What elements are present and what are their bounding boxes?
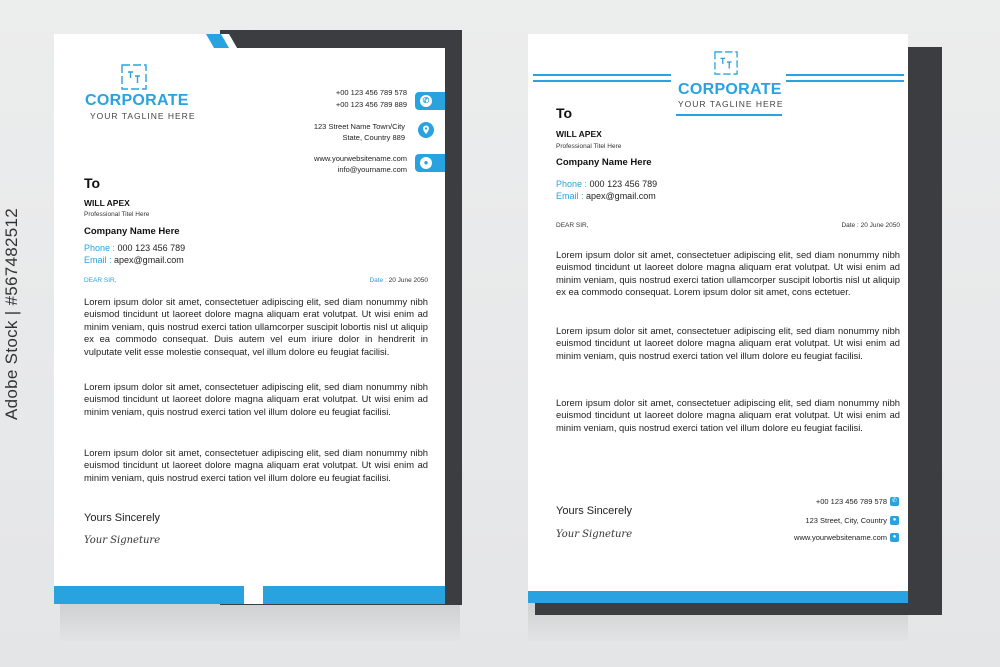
body-paragraph-2: Lorem ipsum dolor sit amet, consectetuer adipiscing elit, sed diam nonummy nibh euismod tincidunt ut laoreet dolore magna aliquam erat volutpat. Ut wisi enim ad minim veniam, quis nostrud exerci tation vel illum dolore eu feugiat facilisi. [556, 325, 900, 361]
footer-bar-right [263, 586, 445, 604]
top-dark-stripe [229, 34, 453, 48]
contact-phone-1: +00 123 456 789 578 [335, 88, 407, 97]
phone-icon: ✆ [420, 95, 432, 107]
top-accent-stripe [206, 34, 229, 48]
footer-address: 123 Street, City, Country [805, 516, 887, 525]
location-pin-icon: ● [890, 516, 899, 525]
footer-phone: +00 123 456 789 578 [815, 497, 887, 506]
web-tab [415, 154, 445, 172]
header-line-right-1 [786, 74, 904, 76]
recipient-name: WILL APEX [84, 198, 130, 208]
date-value: 20 June 2050 [388, 277, 428, 284]
corporate-logo-icon [714, 51, 738, 75]
recipient-title: Professional Titel Here [556, 143, 622, 150]
contact-email: info@yourname.com [337, 165, 407, 174]
date-value: 20 June 2050 [860, 222, 900, 229]
to-label: To [556, 105, 573, 121]
body-paragraph-1: Lorem ipsum dolor sit amet, consectetuer adipiscing elit, sed diam nonummy nibh euismod tincidunt ut laoreet dolore magna aliquam erat volutpat. Ut wisi enim ad minim veniam, quis nostrud exerci tation ullamcorper suscipit lobortis nisl ut aliquip ex ea commodo consequat. Lorem ipsum dolor sit amet, cons ectetuer. [556, 249, 900, 298]
footer-bar-left [54, 586, 244, 604]
closing-text: Yours Sincerely [84, 512, 161, 524]
email-value: apex@gmail.com [114, 255, 184, 265]
phone-icon: ✆ [891, 498, 898, 504]
phone-value: 000 123 456 789 [117, 243, 186, 253]
recipient-title: Professional Titel Here [84, 211, 150, 218]
email-label: Email : [84, 255, 112, 265]
contact-address-2: State, Country 889 [342, 133, 405, 142]
email-label: Email : [556, 191, 584, 201]
header-line-right-2 [786, 80, 904, 82]
signature: Your Signeture [556, 529, 633, 540]
phone-label: Phone : [84, 243, 116, 253]
date-label: Date : [369, 277, 387, 284]
closing-text: Yours Sincerely [556, 505, 633, 517]
logo-title: CORPORATE [678, 81, 782, 98]
salutation: DEAR SIR, [84, 277, 117, 284]
phone-value: 000 123 456 789 [589, 179, 658, 189]
signature: Your Signeture [84, 535, 161, 546]
phone-label: Phone : [556, 179, 588, 189]
body-paragraph-3: Lorem ipsum dolor sit amet, consectetuer adipiscing elit, sed diam nonummy nibh euismod tincidunt ut laoreet dolore magna aliquam erat volutpat. Ut wisi enim ad minim veniam, quis nostrud exerci tation vel illum dolore eu feugiat facilisi. [84, 447, 428, 483]
stock-watermark-label: Adobe Stock | #567482512 [2, 207, 21, 420]
globe-icon: ● [420, 157, 432, 169]
header-line-left-1 [533, 74, 671, 76]
footer-website: www.yourwebsitename.com [794, 533, 887, 542]
to-label: To [84, 175, 101, 191]
body-paragraph-3: Lorem ipsum dolor sit amet, consectetuer adipiscing elit, sed diam nonummy nibh euismod tincidunt ut laoreet dolore magna aliquam erat volutpat. Ut wisi enim ad minim veniam, quis nostrud exerci tation vel illum dolore eu feugiat facilisi. [556, 397, 900, 433]
phone-tab [415, 92, 445, 110]
body-paragraph-2: Lorem ipsum dolor sit amet, consectetuer adipiscing elit, sed diam nonummy nibh euismod tincidunt ut laoreet dolore magna aliquam erat volutpat. Ut wisi enim ad minim veniam, quis nostrud exerci tation vel illum dolore eu feugiat facilisi. [84, 381, 428, 417]
corporate-logo-icon [121, 64, 147, 90]
contact-phone-2: +00 123 456 789 889 [335, 100, 407, 109]
letter1-shadow [60, 603, 460, 641]
contact-address-1: 123 Street Name Town/City [313, 122, 405, 131]
email-value: apex@gmail.com [586, 191, 656, 201]
contact-website: www.yourwebsitename.com [314, 154, 407, 163]
date-label: Date : [841, 222, 859, 229]
header-line-left-2 [533, 80, 671, 82]
globe-icon: ● [890, 533, 899, 542]
company-name: Company Name Here [84, 226, 180, 237]
side-dark-curve [445, 144, 461, 214]
logo-tagline: YOUR TAGLINE HERE [678, 99, 784, 109]
logo-title: CORPORATE [85, 92, 189, 109]
logo-tagline: YOUR TAGLINE HERE [90, 111, 196, 121]
company-name: Company Name Here [556, 157, 652, 168]
letterhead-page-1 [54, 34, 445, 604]
footer-bar [528, 591, 908, 603]
logo-underline [676, 114, 782, 116]
body-paragraph-1: Lorem ipsum dolor sit amet, consectetuer adipiscing elit, sed diam nonummy nibh euismod tincidunt ut laoreet dolore magna aliquam erat volutpat. Ut wisi enim ad minim veniam, quis nostrud exerci tation ullamcorper suscipit lobortis nisl ut aliquip ex ea commodo consequat. Duis autem vel eum iriure dolor in hendrerit in vulputate velit esse molestie consequat, vel illum dolore eu feugiat facilisi. [84, 296, 428, 357]
letterhead-page-2 [528, 34, 908, 603]
recipient-name: WILL APEX [556, 129, 602, 139]
location-pin-icon [418, 122, 434, 138]
salutation: DEAR SIR, [556, 222, 589, 229]
